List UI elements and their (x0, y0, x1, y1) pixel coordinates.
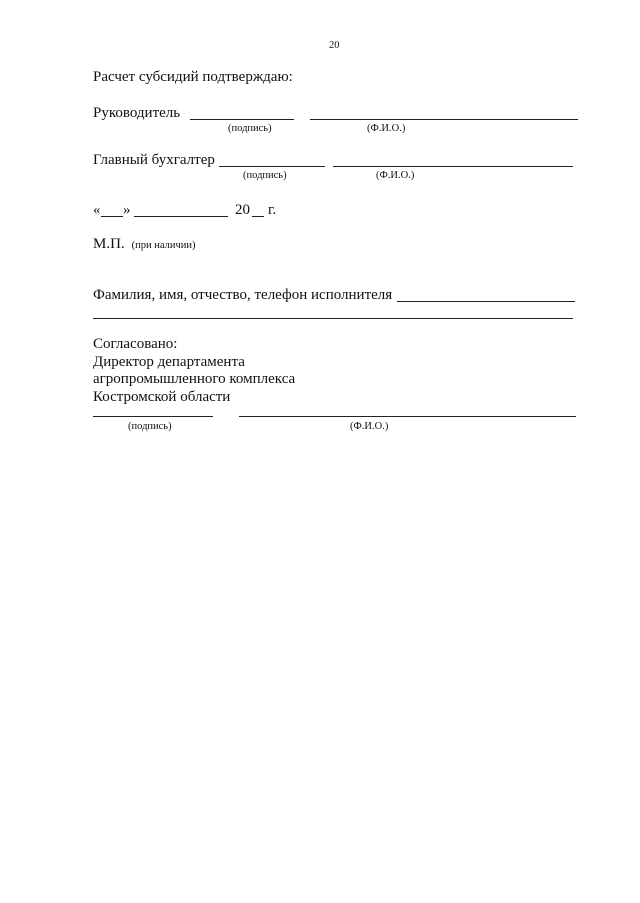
accountant-signature-line (219, 166, 325, 167)
stamp-label: М.П. (93, 236, 125, 252)
chief-accountant-label: Главный бухгалтер (93, 152, 215, 168)
agreed-line-3: Костромской области (93, 389, 231, 405)
accountant-fio-caption: (Ф.И.О.) (376, 170, 415, 181)
executor-label: Фамилия, имя, отчество, телефон исполнителя (93, 287, 393, 303)
head-signature-caption: (подпись) (228, 123, 272, 134)
accountant-fio-line (333, 166, 573, 167)
director-fio-line (239, 416, 576, 417)
date-year-suffix: г. (268, 202, 277, 218)
head-signature-line (190, 119, 294, 120)
director-fio-caption: (Ф.И.О.) (350, 421, 389, 432)
stamp-line (93, 235, 196, 253)
date-open-quote: « (93, 202, 101, 218)
agreed-line-1: Директор департамента (93, 354, 245, 370)
executor-line (397, 301, 575, 302)
page-number: 20 (329, 40, 340, 51)
date-day-line (101, 216, 123, 217)
date-close-quote: » (123, 202, 131, 218)
head-fio-line (310, 119, 578, 120)
confirm-heading: Расчет субсидий подтверждаю: (93, 69, 293, 85)
executor-line-2 (93, 318, 573, 319)
director-signature-caption: (подпись) (128, 421, 172, 432)
date-month-line (134, 216, 228, 217)
date-year-line (252, 216, 264, 217)
head-fio-caption: (Ф.И.О.) (367, 123, 406, 134)
head-label: Руководитель (93, 105, 181, 121)
director-signature-line (93, 416, 213, 417)
agreed-line-2: агропромышленного комплекса (93, 371, 296, 387)
accountant-signature-caption: (подпись) (243, 170, 287, 181)
date-year-prefix: 20 (235, 202, 250, 218)
stamp-note: (при наличии) (131, 240, 196, 251)
agreed-heading: Согласовано: (93, 336, 178, 352)
